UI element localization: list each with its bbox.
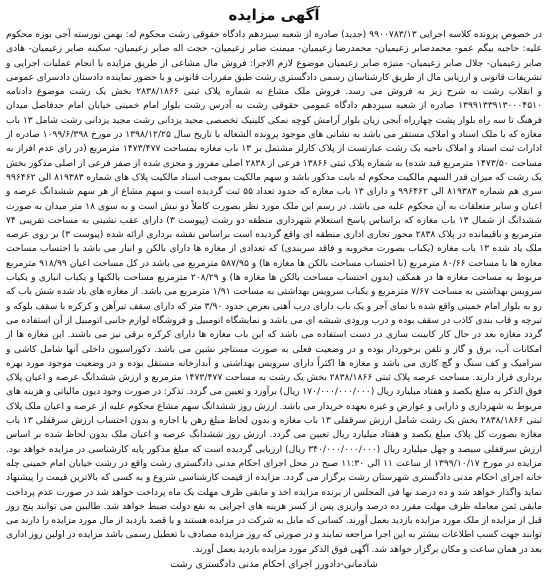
notice-footer: شادمانی-دادورز اجرای احکام مدنی دادگستری رشت [170,558,378,570]
notice-title: آگهی مزایده [228,6,320,24]
notice-body: در خصوص پرونده کلاسه اجرایی ۹۹۰۰۷۸۳/۱۳ (جدید) صادره از شعبه سیزدهم دادگاه حقوقی رشت محکوم له: بهمن نورسته آجی بوزه محکوم علیه: حاجیه بیگم عمو- محمدصابر زعیمیان- محمدرضا زعیمیان- میمنت صابر زعیمیان- حجت اله صابر زعیمیان- سکینه صابر زعیمیان- هادی صابر زعیمیان- جلال صابر زعیمیان- منیژه صابر زعیمیان موضوع لازم الاجرا: فروش مال مشاعی از طریق مزایده با انجام عملیات اجرایی و تشریفات قانونی و ارزیابی مال از طریق کارشناسان رسمی دادگستری رشت طبق مقررات قانونی و با حضور نماینده دادستان دادسرای عمومی و انقلاب رشت به شرح زیر به فروش می رسد. فروش ملک مشاع به شماره پلاک ثبتی ۲۸۳۸/۱۸۶۶ بخش یک رشت موضوع دادنامه ۱۳۹۹۱۳۳۹۱۳۰۰۰۴۵۱۰ صادره از شعبه سیزدهم دادگاه عمومی حقوقی رشت به آدرس رشت بلوار امام خمینی خیابان امام حدفاصل میدان فرهنگ تا سه راه بلوار پشت چهارراه آبجی زیان بلوار آرامش کوچه نمکی کلینیک تخصصی مجید یزدانی رشت مجید یزدانی رشت شامل ۱۳ باب مغازه که با ملک اسناد و املاک مستقر می باشد به نشانی های موجود پرونده الشغاله با تاریخ سال ۱۳۹۸/۱۲/۲۵ در مورخ ۱۰۹۹/۶/۳۹۸ صادره از ادارات ثبت اسناد و املاک ناحیه یک رشت عبارتست از پلاک کارلز مشتمل بر ۱۳ باب مغازه بمساحت ۱۴۷۳/۴۷۷ مترمربع (در رای عدم افراز به مساحت ۱۴۷۳/۵۰ مترمربع قید شده) به شماره پلاک ثبتی ۱۳۸۶۶ فرعی از ۲۸۳۸ اصلی مفروز و مجزی شده از صفر فرعی از اصلی مذکور بخش یک رشت که میزان قدر السهم مالکیت محکوم له بابت مذکور باشد و سهم مالکیت بموجب اسناد مالکیت پلاک های شماره ۸۱۹۳۸۳ الی ۹۹۶۴۶۲ سری هم شماره ۸۱۹۳۸۳ الی ۹۹۶۴۶۲ و دارای ۱۳ باب مغازه که حدود تعداد ۵۵ ثبت گردیده است و سهم مشاع از هر سهم ششدانگ عرصه و اعیان و سایر متعلقات به آن محکوم علیه می باشد. در رسم این ملک مورد نظر بصورت کاملاً دو نبش است و به سوی ۱۸ متر میدان به صورت ششدانگ از شمال ۱۳ باب مغازه که براساس پاسخ استعلام شهرداری منطقه دو رشت (پیوست ۳) دارای عقب نشینی به مساحت تقریبی ۷۴ مترمربع و باقیمانده در پلاک ۲۸۳۸ محور تجاری اداری منطقه ای واقع گردیده است براساس نقشه برداری ارائه شده (پیوست ۳) بر روی عرصه ملک یاد شده ۱۳ باب مغازه (یکباب بصورت مخروبه و فاقد سربندی) که تعدادی از مغازه ها دارای بالکن و انبار می باشد با احتساب مساحت مغازه ها با مساحت ۸۰/۶۶ مترمربع (با احتساب مساحت بالکن ها مغازه ها) و ۵۸۷/۹۵ مترمربع می باشد در کل مساحت اعیان ۹۱۸/۹۹ مترمربع مربوط به مساحت مغازه ها در همکف (بدون احتساب مساحت بالکن ها مغازه ها) و ۲۰۸/۲۹ مترمربع مساحت بالکنها و یکباب انباری و یکباب سرویس بهداشتی به مساحت ۷/۶۷ مترمربع و یکباب سرویس بهداشتی به مساحت ۱/۹۱ مترمربع می باشد. از مغازه های یاد شده شش باب که رو به بلوار امام خمینی واقع شده با نمای آجر و یک باب دارای درب آهنی بعرض حدود ۳/۹۰ متر که دارای سقف تیرآهن و کرکره با سقف بلوکه و تیرچه و قاب بندی کاذب در سقف بوده و درب ورودی شیشه ای می باشد و نمایشگاه اتومبیل و فروشگاه لوازم جانبی اتومبیل از آن استفاده می گردد مغازه بعد در حال کار کابینت سازی در دست استفاده می باشد که این باب مغازه ها دارای کرکره برقی نیز می باشند. این مغازه ها از امکانات آب، برق و گاز و تلفن برخوردار بوده و در وضعیت فعلی به صورت مستاجر نشین می باشد. دکوراسیون داخلی آنها شامل کاشی و سرامیک و کف سنگ و گچ کاری می باشد و مغازه ها اکثراً دارای سرویس بهداشتی و آبدارخانه مستقل بوده و در وضعیت موجود مورد بهره برداری قرار دارند. مساحت عرصه پلاک ثبتی ۲۸۳۸/۱۸۶۶ بخش یک رشت به مساحت ۱۴۷۳/۴۷۷ مترمربع و ارزش ششدانگ عرصه و اعیان پلاک فوق الذکر به مبلغ یکصد و هفتاد میلیارد ریال (۱۷۰/۰۰۰/۰۰۰/۰۰۰ ریال) برآورد و تعیین می گردد. تذکر: در صورت وجود دیون مالیاتی و هزینه های مربوط به شهرداری و دارایی و عوارض و غیره بعهده خریدار می باشد. ارزش روز ششدانگ سهم مشاع محکوم علیه از عرصه و اعیان ملک پلاک ثبتی ۲۸۳۸/۱۸۶۶ بخش یک رشت شامل ارزش سرقفلی ۱۳ باب مغازه و بدون لحاظ مبلغ رهن یا اجاره و بدون احتساب ارزش سرقفلی ۱۳ باب مغازه بصورت کل پلاک مبلغ یکصد و هفتاد میلیارد ریال تعیین می گردد. ارزش روز ششدانگ عرصه و اعیان ملک بدون لحاظ شده بر اساس ارزش سرقفلی سیصد و چهل میلیارد ریال (۳۴۰/۰۰۰/۰۰۰/۰۰۰ ریال) ارزیابی گردیده است که مبلغ مذکور پایه کارشناسی در مزایده خواهد بود. مزایده در مورخ ۱۳۹۹/۱۰/۱۷ از ساعت ۱۱ الی ۱۱:۳۰ صبح در محل اجرای احکام مدنی دادگستری رشت واقع در رشت خیابان امام خمینی چله خانه اجرای احکام مدنی دادگستری شهرستان رشت برگزار می گردد. مزایده از قیمت کارشناسی شروع و به کسی که بالاترین قیمت را پیشنهاد نماید واگذار خواهد شد و ده درصد بها فی المجلس از برنده مزایده اخذ و مابقی ظرف مهلت یک ماه پرداخت خواهد شد در صورت عدم پرداخت مابقی ثمن معامله ظرف مهلت مقرر ده درصد واریزی پس از کسر هزینه های اجرایی به نفع دولت ضبط خواهد شد. طالبین می توانند پنج روز قبل از مزایده از ملک مورد مزایده بازدید بعمل آورند. کسانی که مایل به شرکت در مزایده هستند و یا قصد بازدید از مال مورد مزایده را دارند می توانند جهت کسب اطلاعات بیشتر به این اجرا مراجعه نمایند و در صورتی که روز مزایده مصادف با تعطیل رسمی باشد مزایده در اولین روز اداری بعد در همان ساعت و مکان برگزار خواهد شد. آگهی فوق الذکر مورد مزایده بازدید بعمل آورند. [6,29,543,555]
